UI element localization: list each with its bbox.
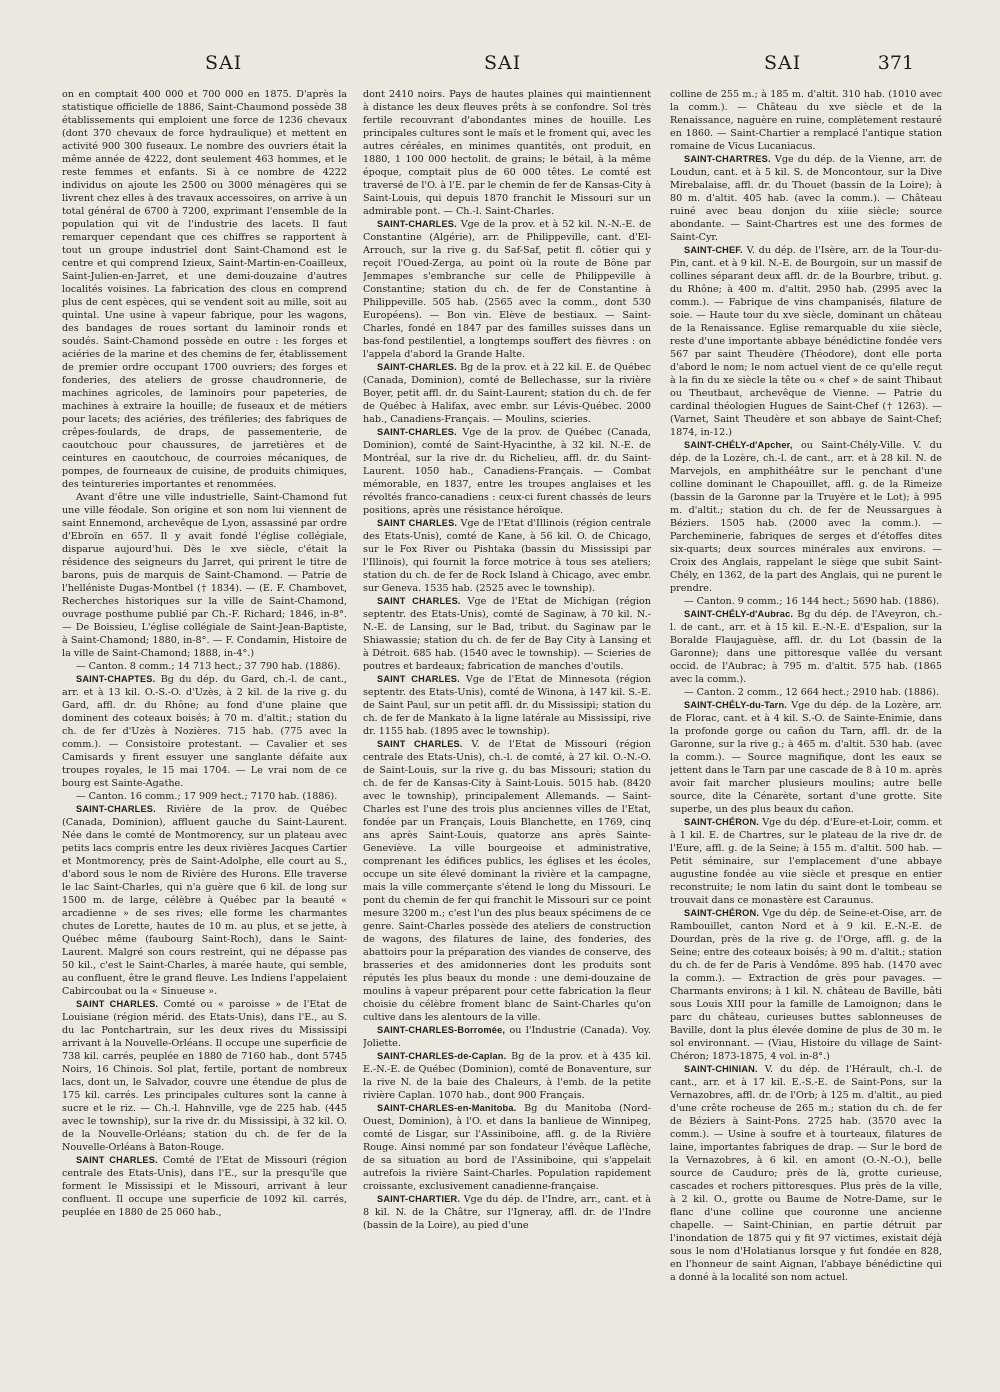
dictionary-entry	[363, 595, 651, 673]
dictionary-entry	[670, 608, 942, 686]
entry-text: Bg du dép. du Gard, ch.-l. de cant., arr. et à 13 kil. O.-S.-O. d'Uzès, à 2 kil. de la rive g. du Gard, affl. dr. du Rhône; au fond d'une plaine que dominent des coteaux boisés; à 70 m. d'altit.; station du ch. de fer d'Uzès à Nozières. 715 hab. (775 avec la comm.). — Consistoire protestant. — Cavalier et ses Camisards y firent essuyer une sanglante défaite aux troupes royales, le 15 mai 1704. — Le vrai nom de ce bourg est Sainte-Agathe.	[62, 674, 347, 789]
entry-text: Avant d'être une ville industrielle, Saint-Chamond fut une ville féodale. Son origine et son nom lui viennent de saint Ennemond, archevêque de Lyon, assassiné par ordre d'Ebroïn en 657. Il y avait fondé l'église collégiale, disparue aujourd'hui. Dès le xve siècle, c'était la résidence des seigneurs du Jarret, qui prirent le titre de barons, puis de marquis de Saint-Chamond. — Patrie de l'helléniste Dugas-Montbel († 1834). — (E. F. Chambovet, Recherches historiques sur la ville de Saint-Chamond, ouvrage posthume publié par Ch.-F. Richard; 1846, in-8°. — De Boissieu, L'église collégiale de Saint-Jean-Baptiste, à Saint-Chamond; 1880, in-8°. — F. Condamin, Histoire de la ville de Saint-Chamond; 1888, in-4°.)	[62, 492, 347, 659]
dictionary-entry	[363, 361, 651, 426]
entry-text: — Canton. 8 comm.; 14 713 hect.; 37 790 hab. (1886).	[76, 661, 341, 672]
entry-text: Vge de l'Etat de Michigan (région septentr. des Etats-Unis), comté de Saginaw, à 70 kil. N.-N.-E. de Lansing, sur le Bad, tribut. du Saginaw par le Shiawassie; station du ch. de fer de Bay City à Lansing et à Détroit. 685 hab. (1540 avec le township). — Scieries de poutres et bardeaux; fabrication de manches d'outils.	[363, 596, 651, 672]
dictionary-entry	[363, 738, 651, 1024]
entry-headword: SAINT-CHÉRON.	[684, 908, 760, 918]
entry-headword: SAINT-CHÉLY-du-Tarn.	[684, 700, 788, 710]
entry-text: Bg du dép. de l'Aveyron, ch.-l. de cant., arr. et à 15 kil. E.-N.-E. d'Espalion, sur la Boralde Flaujaguèse, affl. dr. du Lot (bassin de la Garonne); dans une pittoresque vallée du versant occid. de l'Aubrac; à 795 m. d'altit. 575 hab. (1865 avec la comm.).	[670, 609, 942, 685]
running-head-right: SAI	[764, 52, 802, 74]
dictionary-entry	[670, 244, 942, 439]
entry-headword: SAINT-CHARTIER.	[377, 1194, 461, 1204]
dictionary-entry	[670, 88, 942, 153]
dictionary-entry	[363, 517, 651, 595]
page-number: 371	[877, 52, 914, 74]
entry-text: Vge de l'Etat d'Illinois (région centrale des Etats-Unis), comté de Kane, à 56 kil. O. de Chicago, sur le Fox River ou Pishtaka (bassin du Mississipi par l'Illinois), qui fournit la force motrice à tous ses ateliers; station du ch. de fer de Rock Island à Chicago, avec embr. sur Geneva. 1535 hab. (2525 avec le township).	[363, 518, 651, 594]
entry-headword: SAINT CHARLES.	[377, 596, 461, 606]
entry-text: V. de l'Etat de Missouri (région centrale des Etats-Unis), ch.-l. de comté, à 27 kil. O.-N.-O. de Saint-Louis, sur la rive g. du bas Missouri; station du ch. de fer de Kansas-City à Saint-Louis. 5015 hab. (8420 avec le township), principalement Allemands. — Saint-Charles est l'une des trois plus anciennes villes de l'Etat, fondée par un Français, Louis Blanchette, en 1769, cinq ans après Saint-Louis, quatorze ans après Sainte-Geneviève. La ville bourgeoise et administrative, comprenant les édifices publics, les églises et les écoles, occupe un site élevé dominant la rivière et la campagne, mais la ville commerçante s'étend le long du Missouri. Le pont du chemin de fer qui franchit le Missouri sur ce point mesure 3200 m.; c'est l'un des plus beaux spécimens de ce genre. Saint-Charles possède des ateliers de construction de wagons, des filatures de laine, des fonderies, des abattoirs pour la préparation des viandes de conserve, des brasseries et des amidonneries dont les produits sont réputés les plus beaux du monde : une demi-douzaine de moulins à vapeur préparent pour cette fabrication la fleur choisie du célèbre froment blanc de Saint-Charles qu'on cultive dans les alentours de la ville.	[363, 739, 651, 1023]
entry-text: Bg de la prov. et à 435 kil. E.-N.-E. de Québec (Dominion), comté de Bonaventure, sur la rive N. de la baie des Chaleurs, à l'emb. de la petite rivière Caplan. 1070 hab., dont 900 Français.	[363, 1051, 651, 1101]
dictionary-entry	[363, 673, 651, 738]
dictionary-entry	[670, 907, 942, 1063]
entry-text: Comté de l'Etat de Missouri (région centrale des Etats-Unis), dans l'E., sur la presqu'île que forment le Mississipi et le Missouri, arrivant à leur confluent. Il occupe une superficie de 1092 kil. carrés, peuplée en 1880 de 25 060 hab.,	[62, 1155, 347, 1218]
dictionary-entry	[363, 1024, 651, 1050]
dictionary-entry	[363, 1050, 651, 1102]
entry-headword: SAINT-CHARLES.	[377, 219, 457, 229]
dictionary-entry	[670, 439, 942, 595]
entry-headword: SAINT CHARLES.	[76, 999, 159, 1009]
entry-headword: SAINT-CHÉLY-d'Aubrac.	[684, 609, 794, 619]
entry-headword: SAINT CHARLES.	[76, 1155, 158, 1165]
entry-headword: SAINT-CHINIAN.	[684, 1064, 758, 1074]
entry-text: Vge du dép. de la Vienne, arr. de Loudun, cant. et à 5 kil. S. de Moncontour, sur la Dive Mirebalaise, affl. dr. du Thouet (bassin de la Loire); à 80 m. d'altit. 405 hab. (avec la comm.). — Château ruiné avec beau donjon du xiiie siècle; source abondante. — Saint-Chartres est une des formes de Saint-Cyr.	[670, 154, 942, 243]
entry-headword: SAINT-CHARLES-Borromée,	[377, 1025, 506, 1035]
dictionary-entry	[62, 803, 347, 998]
dictionary-entry	[62, 660, 347, 673]
dictionary-entry	[670, 595, 942, 608]
entry-text: dont 2410 noirs. Pays de hautes plaines qui maintiennent à distance les deux fleuves prêts à se confondre. Sol très fertile recouvrant d'abondantes mines de houille. Les principales cultures sont le maïs et le froment qui, avec les autres céréales, en minimes quantités, ont produit, en 1880, 1 100 000 hectolit. de grains; le bétail, à la même époque, comptait plus de 60 000 têtes. Le comté est traversé de l'O. à l'E. par le chemin de fer de Kansas-City à Saint-Louis, qui depuis 1870 franchit le Missouri sur un admirable pont. — Ch.-l. Saint-Charles.	[363, 89, 651, 217]
dictionary-entry	[363, 1102, 651, 1193]
dictionary-entry	[62, 673, 347, 790]
entry-text: V. du dép. de l'Isère, arr. de la Tour-du-Pin, cant. et à 9 kil. N.-E. de Bourgoin, sur un massif de collines séparant deux affl. dr. de la Bourbre, tribut. g. du Rhône; à 400 m. d'altit. 2950 hab. (2995 avec la comm.). — Fabrique de vins champanisés, filature de soie. — Haute tour du xve siècle, dominant un château de la Renaissance. Eglise remarquable du xiie siècle, reste d'une importante abbaye bénédictine fondée vers 567 par saint Theudère (Théodore), dont elle porta d'abord le nom; le nom actuel vient de ce qu'elle reçut à la fin du xe siècle la tête ou « chef » de saint Thibaut ou Theutbaut, archevêque de Vienne. — Patrie du cardinal théologien Hugues de Saint-Chef († 1263). — (Varnet, Saint Theudère et son abbaye de Saint-Chef; 1874, in-12.)	[670, 245, 942, 438]
dictionary-entry	[363, 218, 651, 361]
dictionary-entry	[670, 699, 942, 816]
entry-headword: SAINT CHARLES.	[377, 518, 458, 528]
entry-text: — Canton. 2 comm., 12 664 hect.; 2910 hab. (1886).	[684, 687, 940, 698]
entry-text: ou l'Industrie (Canada). Voy. Joliette.	[363, 1025, 651, 1049]
entry-text: Bg de la prov. et à 22 kil. E. de Québec (Canada, Dominion), comté de Bellechasse, sur la rivière Boyer, petit affl. dr. du Saint-Laurent; station du ch. de fer de Québec à Halifax, avec embr. sur Lévis-Québec. 2000 hab., Canadiens-Français. — Moulins, scieries.	[363, 362, 651, 425]
running-head-left: SAI	[205, 52, 243, 74]
entry-text: Vge du dép. de l'Indre, arr., cant. et à 8 kil. N. de la Châtre, sur l'Igneray, affl. dr. de l'Indre (bassin de la Loire), au pied d'une	[363, 1194, 651, 1231]
entry-text: Vge du dép. d'Eure-et-Loir, comm. et à 1 kil. E. de Chartres, sur le plateau de la rive dr. de l'Eure, affl. g. de la Seine; à 155 m. d'altit. 500 hab. — Petit séminaire, sur l'emplacement d'une abbaye augustine fondée au viie siècle et presque en entier reconstruite; le nom latin du saint dont le tombeau se trouvait dans ce monastère est Caraunus.	[670, 817, 942, 906]
entry-headword: SAINT-CHAPTES.	[76, 674, 156, 684]
dictionary-entry	[62, 998, 347, 1154]
entry-text: Vge du dép. de la Lozère, arr. de Florac, cant. et à 4 kil. S.-O. de Sainte-Enimie, dans la profonde gorge ou cañon du Tarn, affl. dr. de la Garonne, sur la rive g.; à 465 m. d'altit. 530 hab. (avec la comm.). — Source magnifique, dont les eaux se jettent dans le Tarn par une cascade de 8 à 10 m. après avoir fait marcher plusieurs moulins; autre belle source, dite la Cénarète, sortant d'une grotte. Site superbe, un des plus beaux du cañon.	[670, 700, 942, 815]
running-header	[0, 52, 1000, 82]
entry-headword: SAINT-CHARLES.	[377, 427, 457, 437]
entry-text: Vge de la prov. et à 52 kil. N.-N.-E. de Constantine (Algérie), arr. de Philippeville, cant. d'El-Arrouch, sur la rive g. du Saf-Saf, petit fl. côtier qui y reçoit l'Oued-Zerga, au point où la route de Bône par Jemmapes s'embranche sur celle de Philippeville à Constantine; station du ch. de fer de Constantine à Philippeville. 505 hab. (2565 avec la comm., dont 530 Européens). — Bon vin. Elève de bestiaux. — Saint-Charles, fondé en 1847 par des familles suisses dans un bas-fond pestilentiel, a longtemps souffert des fièvres : on l'appela d'abord la Grande Halte.	[363, 219, 651, 360]
dictionary-entry	[670, 1063, 942, 1284]
dictionary-entry	[363, 426, 651, 517]
text-column-1	[62, 88, 347, 1343]
dictionary-entry	[62, 1154, 347, 1219]
entry-headword: SAINT-CHÉLY-d'Apcher,	[684, 440, 793, 450]
dictionary-entry	[670, 816, 942, 907]
entry-headword: SAINT CHARLES.	[377, 674, 460, 684]
entry-text: Vge de l'Etat de Minnesota (région septentr. des Etats-Unis), comté de Winona, à 147 kil. S.-E. de Saint Paul, sur un petit affl. dr. du Mississipi; station du ch. de fer de Mankato à la ligne latérale au Mississipi, rive dr. 1155 hab. (1895 avec le township).	[363, 674, 651, 737]
entry-headword: SAINT-CHARTRES.	[684, 154, 771, 164]
entry-headword: SAINT-CHARLES-en-Manitoba.	[377, 1103, 517, 1113]
entry-text: Comté ou « paroisse » de l'Etat de Louisiane (région mérid. des Etats-Unis), dans l'E., au S. du lac Pontchartrain, sur les deux rives du Mississipi arrivant à la Nouvelle-Orléans. Il occupe une superficie de 738 kil. carrés, peuplée en 1880 de 7160 hab., dont 5745 Noirs, 16 Chinois. Sol plat, fertile, portant de nombreux lacs, dont un, le Salvador, couvre une étendue de plus de 175 kil. carrés. Les principales cultures sont la canne à sucre et le riz. — Ch.-l. Hahnville, vge de 225 hab. (445 avec le township), sur la rive dr. du Mississipi, à 32 kil. O. de la Nouvelle-Orléans; station du ch. de fer de la Nouvelle-Orléans à Baton-Rouge.	[62, 999, 347, 1153]
entry-text: Vge du dép. de Seine-et-Oise, arr. de Rambouillet, canton Nord et à 9 kil. E.-N.-E. de Dourdan, près de la rive g. de l'Orge, affl. g. de la Seine; entre des coteaux boisés; à 90 m. d'altit.; station du ch. de fer de Paris à Vendôme. 895 hab. (1470 avec la comm.). — Extraction de grès pour pavages. — Charmants environs; à 1 kil. N. château de Baville, bâti sous Louis XIII pour la famille de Lamoignon; dans le parc du château, curieuses buttes sablonneuses de Baville, dont la plus élevée domine de plus de 30 m. le sol environnant. — (Viau, Histoire du village de Saint-Chéron; 1873-1875, 4 vol. in-8°.)	[670, 908, 942, 1062]
text-column-2	[363, 88, 651, 1343]
entry-headword: SAINT-CHÉRON.	[684, 817, 760, 827]
dictionary-entry	[363, 88, 651, 218]
entry-text: — Canton. 16 comm.; 17 909 hect.; 7170 hab. (1886).	[76, 791, 338, 802]
dictionary-entry	[62, 790, 347, 803]
entry-headword: SAINT CHARLES.	[377, 739, 463, 749]
dictionary-entry	[670, 686, 942, 699]
entry-text: ou Saint-Chély-Ville. V. du dép. de la Lozère, ch.-l. de cant., arr. et à 28 kil. N. de Marvejols, en amphithéâtre sur le penchant d'une colline dominant le Chapouillet, affl. g. de la Rimeize (bassin de la Garonne par la Truyère et le Lot); à 995 m. d'altit.; station du ch. de fer de Neussargues à Béziers. 1505 hab. (2000 avec la comm.). — Parcheminerie, fabriques de serges et d'étoffes dites six-quarts; deux sources minérales aux environs. — Croix des Anglais, rappelant le siège que subit Saint-Chély, en 1362, de la part des Anglais, qui ne purent le prendre.	[670, 440, 942, 594]
entry-headword: SAINT-CHARLES.	[76, 804, 156, 814]
dictionary-entry	[62, 491, 347, 660]
text-column-3	[670, 88, 942, 1343]
entry-text: Rivière de la prov. de Québec (Canada, Dominion), affluent gauche du Saint-Laurent. Née dans le comté de Montmorency, sur un plateau avec petits lacs compris entre les deux rivières Jacques Cartier et Montmorency, près de Saint-Adolphe, elle court au S., d'abord sous le nom de Rivière des Hurons. Elle traverse le lac Saint-Charles, qui n'a guère que 6 kil. de long sur 1500 m. de large, célèbre à Québec par la beauté « arcadienne » de ses rives; elle forme les charmantes chutes de Lorette, hautes de 10 m. au plus, et se jette, à Québec même (faubourg Saint-Roch), dans le Saint-Laurent. Malgré son cours restreint, qui ne dépasse pas 50 kil., c'est le Saint-Charles, à marée haute, qui semble, au confluent, être le grand fleuve. Les Indiens l'appelaient Cabircoubat ou la « Sinueuse ».	[62, 804, 347, 997]
dictionary-entry	[670, 153, 942, 244]
entry-text: V. du dép. de l'Hérault, ch.-l. de cant., arr. et à 17 kil. E.-S.-E. de Saint-Pons, sur la Vernazobres, affl. dr. de l'Orb; à 125 m. d'altit., au pied d'une crête rocheuse de 265 m.; station du ch. de fer de Béziers à Saint-Pons. 2725 hab. (3570 avec la comm.). — Usine à soufre et à tourteaux, filatures de laine, importantes fabriques de drap. — Sur le bord de la Vernazobres, à 6 kil. en amont (O.-N.-O.), belle source de Cauduro; près de là, grotte curieuse, cascades et rochers pittoresques. Plus près de la ville, à 2 kil. O., grotte ou Baume de Notre-Dame, sur le flanc d'une colline que couronne une ancienne chapelle. — Saint-Chinian, en partie détruit par l'inondation de 1875 qui y fit 97 victimes, existait déjà sous le nom d'Holatianus lorsque y fut fondée en 828, en l'honneur de saint Aignan, l'abbaye bénédictine qui a donné à la localité son nom actuel.	[670, 1064, 942, 1283]
entry-text: Bg du Manitoba (Nord-Ouest, Dominion), à l'O. et dans la banlieue de Winnipeg, comté de Lisgar, sur l'Assiniboine, affl. g. de la Rivière Rouge. Ainsi nommé par son fondateur l'évêque Laflèche, de sa situation au bord de l'Assiniboine, qui s'appelait autrefois la rivière Saint-Charles. Population rapidement croissante, exclusivement canadienne-française.	[363, 1103, 651, 1192]
dictionary-entry	[62, 88, 347, 491]
entry-text: colline de 255 m.; à 185 m. d'altit. 310 hab. (1010 avec la comm.). — Château du xve siècle et de la Renaissance, naguère en ruine, complètement restauré en 1860. — Saint-Chartier a remplacé l'antique station romaine de Vicus Lucaniacus.	[670, 89, 942, 152]
entry-headword: SAINT-CHARLES-de-Caplan.	[377, 1051, 507, 1061]
dictionary-entry	[363, 1193, 651, 1232]
entry-text: Vge de la prov. de Québec (Canada, Dominion), comté de Saint-Hyacinthe, à 32 kil. N.-E. de Montréal, sur la rive dr. du Richelieu, affl. dr. du Saint-Laurent. 1050 hab., Canadiens-Français. — Combat mémorable, en 1837, entre les troupes anglaises et les révoltés franco-canadiens : ceux-ci furent chassés de leurs positions, après une résistance héroïque.	[363, 427, 651, 516]
entry-headword: SAINT-CHARLES.	[377, 362, 457, 372]
entry-headword: SAINT-CHEF.	[684, 245, 743, 255]
running-head-center: SAI	[484, 52, 522, 74]
entry-text: on en comptait 400 000 et 700 000 en 1875. D'après la statistique officielle de 1886, Saint-Chaumond possède 38 établissements qui emploient une force de 1236 chevaux (dont 370 chevaux de force hydraulique) et mettent en activité 900 300 fuseaux. Le nombre des ouvriers était la même année de 4222, dont seulement 463 hommes, et le reste femmes et enfants. Si à ce nombre de 4222 individus on ajoute les 2500 ou 3000 ménagères qui se livrent chez elles à des travaux accessoires, on arrive à un total général de 6700 à 7200, exprimant l'ensemble de la population qui vit de l'industrie des lacets. Il faut remarquer cependant que ces chiffres se rapportent à tout un groupe industriel dont Saint-Chamond est le centre et qui comprend Izieux, Saint-Martin-en-Coailleux, Saint-Julien-en-Jarret, et une demi-douzaine d'autres localités voisines. La fabrication des clous en comprend plus de cent espèces, qui se vendent soit au mille, soit au quintal. Une usine à vapeur fabrique, pour les wagons, des bandages de roues sortant du laminoir ronds et soudés. Saint-Chamond possède en outre : les forges et aciéries de la marine et des chemins de fer, établissement de premier ordre occupant 1700 ouvriers; des forges et fonderies, des ateliers de grosse chaudronnerie, de machines agricoles, de laminoirs pour papeteries, de machines à extraire la houille; de fuseaux et de métiers pour lacets; des aciéries, des tréfileries; des fabriques de crêpes-foulards, de draps, de passementerie, de caoutchouc pour chaussures, de jarretières et de ceintures en caoutchouc, de courroies mécaniques, de pompes, de fourneaux de cuisine, de produits chimiques, des teintureries importantes et renommées.	[62, 89, 347, 490]
entry-text: — Canton. 9 comm.; 16 144 hect.; 5690 hab. (1886).	[684, 596, 940, 607]
